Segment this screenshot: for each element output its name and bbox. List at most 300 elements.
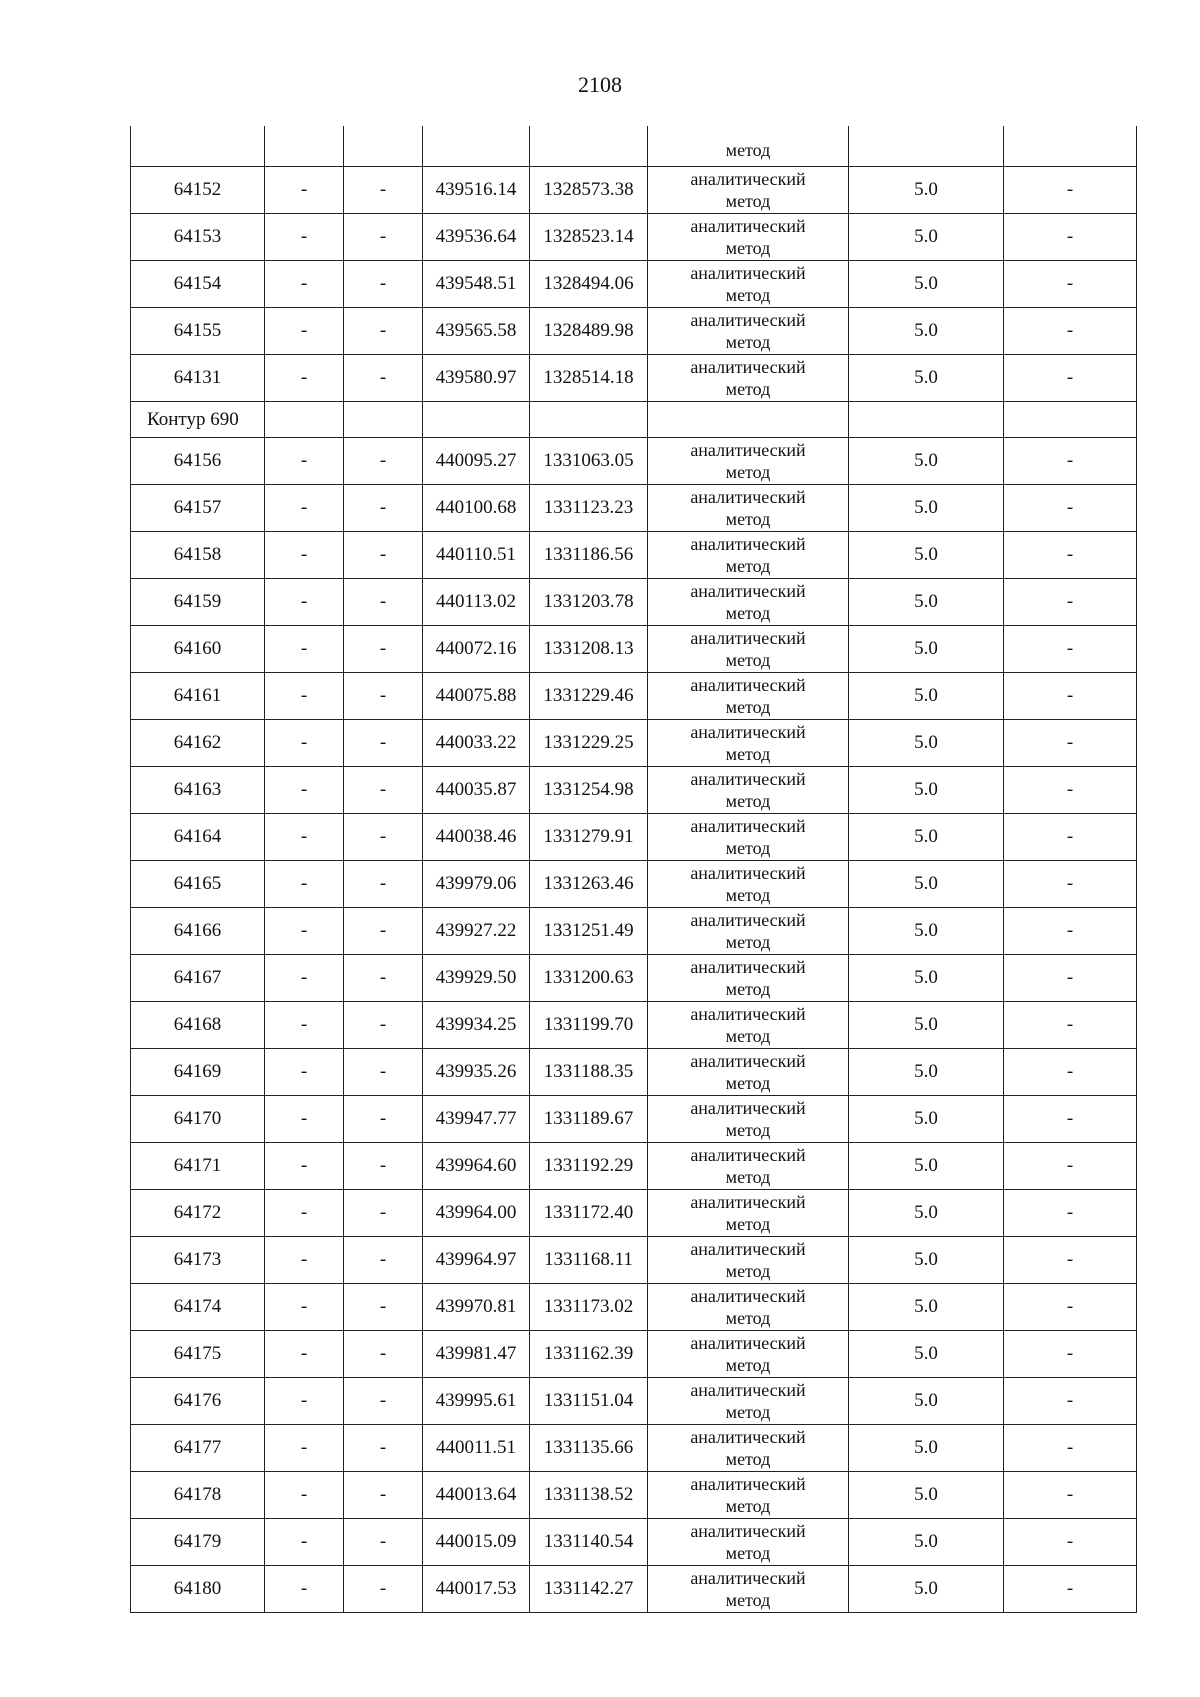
cell-col2: - xyxy=(265,1331,344,1378)
cell-col8: - xyxy=(1004,814,1137,861)
cell-id: 64178 xyxy=(131,1472,265,1519)
cell-id: 64165 xyxy=(131,861,265,908)
cell-col8: - xyxy=(1004,1096,1137,1143)
method-line-1: аналитический xyxy=(690,169,806,189)
cell-col3: - xyxy=(344,814,423,861)
method-line-1: аналитический xyxy=(690,1380,806,1400)
method-line-1: аналитический xyxy=(690,1098,806,1118)
cell-col3: - xyxy=(344,214,423,261)
cell-col8: - xyxy=(1004,955,1137,1002)
cell-col3: - xyxy=(344,438,423,485)
table-row xyxy=(131,1096,1137,1143)
cell-col8: - xyxy=(1004,261,1137,308)
method-line-2: метод xyxy=(725,791,771,811)
cell-col2: - xyxy=(265,626,344,673)
cell-accuracy: 5.0 xyxy=(849,438,1004,485)
cell-y: 1331173.02 xyxy=(530,1284,648,1331)
cell-id: 64166 xyxy=(131,908,265,955)
cell-id: 64159 xyxy=(131,579,265,626)
cell-col2 xyxy=(265,402,344,438)
cell-col2: - xyxy=(265,908,344,955)
cell-method xyxy=(648,579,849,626)
table-row xyxy=(131,955,1137,1002)
cell-col2: - xyxy=(265,1143,344,1190)
cell-y: 1331188.35 xyxy=(530,1049,648,1096)
cell-id: 64172 xyxy=(131,1190,265,1237)
method-line-2: метод xyxy=(725,556,771,576)
method-line-2: метод xyxy=(725,650,771,670)
cell-col3: - xyxy=(344,261,423,308)
cell-col8: - xyxy=(1004,1519,1137,1566)
cell-col3: - xyxy=(344,720,423,767)
cell-col8: - xyxy=(1004,485,1137,532)
cell-col3: - xyxy=(344,355,423,402)
table-row xyxy=(131,1378,1137,1425)
cell-col2: - xyxy=(265,1049,344,1096)
contour-row xyxy=(131,402,1137,438)
cell-accuracy: 5.0 xyxy=(849,1002,1004,1049)
method-line-1: аналитический xyxy=(690,440,806,460)
cell-id: 64169 xyxy=(131,1049,265,1096)
cell-col8 xyxy=(1004,402,1137,438)
cell-method xyxy=(648,908,849,955)
cell-method xyxy=(648,308,849,355)
cell-method xyxy=(648,626,849,673)
cell-col2: - xyxy=(265,1425,344,1472)
cell-method xyxy=(648,485,849,532)
cell-accuracy: 5.0 xyxy=(849,720,1004,767)
method-line-2: метод xyxy=(725,285,771,305)
cell-col3: - xyxy=(344,1284,423,1331)
cell-y: 1328489.98 xyxy=(530,308,648,355)
cell-x: 439964.60 xyxy=(423,1143,530,1190)
cell-col3: - xyxy=(344,673,423,720)
table-row xyxy=(131,308,1137,355)
method-line-1: аналитический xyxy=(690,1239,806,1259)
cell-x: 439935.26 xyxy=(423,1049,530,1096)
cell-col8: - xyxy=(1004,1237,1137,1284)
cell-y: 1331229.46 xyxy=(530,673,648,720)
cell-col3: - xyxy=(344,908,423,955)
table-row xyxy=(131,1519,1137,1566)
method-line-2: метод xyxy=(725,744,771,764)
cell-col8: - xyxy=(1004,1002,1137,1049)
cell-col3: - xyxy=(344,532,423,579)
method-line-1: аналитический xyxy=(690,487,806,507)
method-line-1: аналитический xyxy=(690,1192,806,1212)
cell-accuracy: 5.0 xyxy=(849,861,1004,908)
cell-accuracy: 5.0 xyxy=(849,214,1004,261)
cell-x: 439995.61 xyxy=(423,1378,530,1425)
cell-x: 439981.47 xyxy=(423,1331,530,1378)
table-row xyxy=(131,1331,1137,1378)
cell-id: 64179 xyxy=(131,1519,265,1566)
cell-accuracy: 5.0 xyxy=(849,1566,1004,1613)
cell-y: 1331189.67 xyxy=(530,1096,648,1143)
cell-col3: - xyxy=(344,1143,423,1190)
table-row xyxy=(131,355,1137,402)
cell-y: 1331254.98 xyxy=(530,767,648,814)
cell-x xyxy=(423,402,530,438)
table-row xyxy=(131,1425,1137,1472)
cell-method xyxy=(648,1519,849,1566)
cell-col8: - xyxy=(1004,438,1137,485)
cell-x: 440113.02 xyxy=(423,579,530,626)
cell-x: 440015.09 xyxy=(423,1519,530,1566)
cell-id: 64177 xyxy=(131,1425,265,1472)
cell-col3: - xyxy=(344,1472,423,1519)
cell-col8: - xyxy=(1004,1049,1137,1096)
cell-accuracy: 5.0 xyxy=(849,814,1004,861)
cell-id: 64157 xyxy=(131,485,265,532)
cell-id: 64168 xyxy=(131,1002,265,1049)
method-line-2: метод xyxy=(725,1355,771,1375)
cell-col2: - xyxy=(265,720,344,767)
cell-method xyxy=(648,1472,849,1519)
cell-x: 439947.77 xyxy=(423,1096,530,1143)
cell-accuracy: 5.0 xyxy=(849,308,1004,355)
cell-accuracy xyxy=(849,402,1004,438)
cell-y: 1331168.11 xyxy=(530,1237,648,1284)
cell-accuracy: 5.0 xyxy=(849,355,1004,402)
cell-accuracy: 5.0 xyxy=(849,579,1004,626)
cell-x: 439536.64 xyxy=(423,214,530,261)
cell-col8: - xyxy=(1004,908,1137,955)
table-row xyxy=(131,167,1137,214)
cell-id: 64175 xyxy=(131,1331,265,1378)
cell-method xyxy=(648,720,849,767)
cell-col3: - xyxy=(344,1190,423,1237)
cell-id: 64176 xyxy=(131,1378,265,1425)
cell-accuracy: 5.0 xyxy=(849,1425,1004,1472)
cell-id: 64180 xyxy=(131,1566,265,1613)
cell-method xyxy=(648,532,849,579)
cell-col8: - xyxy=(1004,1284,1137,1331)
cell-id: 64162 xyxy=(131,720,265,767)
cell-accuracy: 5.0 xyxy=(849,1143,1004,1190)
cell-y: 1331123.23 xyxy=(530,485,648,532)
cell-col8: - xyxy=(1004,1425,1137,1472)
cell-x: 440033.22 xyxy=(423,720,530,767)
cell-accuracy: 5.0 xyxy=(849,767,1004,814)
cell-col2: - xyxy=(265,955,344,1002)
table-row xyxy=(131,1049,1137,1096)
cell-col8: - xyxy=(1004,1331,1137,1378)
table-row xyxy=(131,1190,1137,1237)
method-line-2: метод xyxy=(725,603,771,623)
cell-x: 440110.51 xyxy=(423,532,530,579)
method-line-1: аналитический xyxy=(690,1427,806,1447)
cell-col3: - xyxy=(344,1096,423,1143)
method-line-2: метод xyxy=(725,1120,771,1140)
cell-method xyxy=(648,214,849,261)
cell-accuracy: 5.0 xyxy=(849,485,1004,532)
cell-y: 1331172.40 xyxy=(530,1190,648,1237)
cell-x: 440017.53 xyxy=(423,1566,530,1613)
cell-method xyxy=(648,1566,849,1613)
cell-col8: - xyxy=(1004,1143,1137,1190)
cell-col2: - xyxy=(265,438,344,485)
cell-y: 1328523.14 xyxy=(530,214,648,261)
cell-col3: - xyxy=(344,1519,423,1566)
method-line-2: метод xyxy=(725,1590,771,1610)
cell-method xyxy=(648,355,849,402)
cell-col8: - xyxy=(1004,626,1137,673)
cell-method xyxy=(648,438,849,485)
cell-accuracy: 5.0 xyxy=(849,167,1004,214)
method-line-1: аналитический xyxy=(690,263,806,283)
cell-method xyxy=(648,1096,849,1143)
cell-col2: - xyxy=(265,673,344,720)
cell-method xyxy=(648,767,849,814)
cell-accuracy: 5.0 xyxy=(849,955,1004,1002)
method-line-1: аналитический xyxy=(690,722,806,742)
method-line-2: метод xyxy=(725,1026,771,1046)
cell-accuracy: 5.0 xyxy=(849,626,1004,673)
method-line-1: аналитический xyxy=(690,628,806,648)
cell-accuracy: 5.0 xyxy=(849,1049,1004,1096)
cell-col2: - xyxy=(265,1002,344,1049)
cell-col2: - xyxy=(265,308,344,355)
method-line-1: аналитический xyxy=(690,216,806,236)
table-row xyxy=(131,1284,1137,1331)
cell-method xyxy=(648,1378,849,1425)
cell-x: 439979.06 xyxy=(423,861,530,908)
cell-x: 439934.25 xyxy=(423,1002,530,1049)
cell-method xyxy=(648,955,849,1002)
cell-y: 1331151.04 xyxy=(530,1378,648,1425)
cell-y: 1331192.29 xyxy=(530,1143,648,1190)
cell-x: 439580.97 xyxy=(423,355,530,402)
cell-y: 1331208.13 xyxy=(530,626,648,673)
cell-x: 440013.64 xyxy=(423,1472,530,1519)
method-line-2: метод xyxy=(725,1449,771,1469)
table-row xyxy=(131,579,1137,626)
cell-y: 1328514.18 xyxy=(530,355,648,402)
cell-col2: - xyxy=(265,1096,344,1143)
cell-col2: - xyxy=(265,1519,344,1566)
method-line-1: аналитический xyxy=(690,1004,806,1024)
cell-col3: - xyxy=(344,308,423,355)
cell-col2: - xyxy=(265,1237,344,1284)
cell-x: 440100.68 xyxy=(423,485,530,532)
cell-id: 64160 xyxy=(131,626,265,673)
cell-method xyxy=(648,261,849,308)
cell-id: 64153 xyxy=(131,214,265,261)
cell-col8: - xyxy=(1004,308,1137,355)
method-line-2: метод xyxy=(725,885,771,905)
cell-method xyxy=(648,673,849,720)
method-line-1: аналитический xyxy=(690,1333,806,1353)
method-line-2: метод xyxy=(725,1543,771,1563)
cell-method xyxy=(648,402,849,438)
method-line-2: метод xyxy=(725,979,771,999)
table-row xyxy=(131,438,1137,485)
cell-y: 1331199.70 xyxy=(530,1002,648,1049)
cell-method xyxy=(648,1190,849,1237)
cell-y xyxy=(530,402,648,438)
cell-y: 1331203.78 xyxy=(530,579,648,626)
table-row xyxy=(131,1566,1137,1613)
cell-accuracy: 5.0 xyxy=(849,1519,1004,1566)
cell-id: 64158 xyxy=(131,532,265,579)
table-row xyxy=(131,485,1137,532)
cell-col8: - xyxy=(1004,214,1137,261)
cell-col8: - xyxy=(1004,1472,1137,1519)
cell-col8: - xyxy=(1004,532,1137,579)
cell-method xyxy=(648,1143,849,1190)
cell-x: 439970.81 xyxy=(423,1284,530,1331)
cell-method xyxy=(648,1331,849,1378)
cell-col3: - xyxy=(344,485,423,532)
cell-col2: - xyxy=(265,214,344,261)
cell-accuracy: 5.0 xyxy=(849,1096,1004,1143)
method-line-1: аналитический xyxy=(690,1286,806,1306)
cell-accuracy: 5.0 xyxy=(849,1331,1004,1378)
cell-col3 xyxy=(344,126,423,167)
cell-col3: - xyxy=(344,955,423,1002)
method-line-2: метод xyxy=(725,332,771,352)
cell-id: 64163 xyxy=(131,767,265,814)
cell-accuracy: 5.0 xyxy=(849,532,1004,579)
method-line-2: метод xyxy=(725,509,771,529)
cell-col2: - xyxy=(265,1284,344,1331)
cell-y: 1331229.25 xyxy=(530,720,648,767)
cell-col3: - xyxy=(344,167,423,214)
cell-col2: - xyxy=(265,1190,344,1237)
cell-id: 64171 xyxy=(131,1143,265,1190)
cell-id: 64131 xyxy=(131,355,265,402)
cell-col8 xyxy=(1004,126,1137,167)
method-line-2: метод xyxy=(725,697,771,717)
method-line-2: метод xyxy=(725,379,771,399)
table-body xyxy=(131,126,1137,1613)
cell-col8: - xyxy=(1004,579,1137,626)
cell-method xyxy=(648,1425,849,1472)
cell-col8: - xyxy=(1004,1566,1137,1613)
cell-x: 439548.51 xyxy=(423,261,530,308)
table-row xyxy=(131,1237,1137,1284)
cell-col3: - xyxy=(344,1002,423,1049)
cell-method xyxy=(648,1049,849,1096)
cell-accuracy: 5.0 xyxy=(849,1190,1004,1237)
cell-col8: - xyxy=(1004,1378,1137,1425)
cell-x: 439964.00 xyxy=(423,1190,530,1237)
table-row xyxy=(131,261,1137,308)
method-line-2: метод xyxy=(725,1214,771,1234)
contour-label: Контур 690 xyxy=(131,402,265,438)
cell-method xyxy=(648,1002,849,1049)
cell-id: 64156 xyxy=(131,438,265,485)
cell-col3: - xyxy=(344,1378,423,1425)
cell-id: 64173 xyxy=(131,1237,265,1284)
table-row xyxy=(131,626,1137,673)
method-line-1: аналитический xyxy=(690,675,806,695)
cell-y: 1331142.27 xyxy=(530,1566,648,1613)
method-line-1: аналитический xyxy=(690,816,806,836)
cell-x: 439929.50 xyxy=(423,955,530,1002)
cell-col8: - xyxy=(1004,355,1137,402)
cell-col2: - xyxy=(265,261,344,308)
method-line-1: аналитический xyxy=(690,863,806,883)
cell-x: 439565.58 xyxy=(423,308,530,355)
cell-accuracy: 5.0 xyxy=(849,1378,1004,1425)
table-row xyxy=(131,532,1137,579)
cell-col2: - xyxy=(265,1472,344,1519)
method-line-2: метод xyxy=(725,1402,771,1422)
cell-y: 1331138.52 xyxy=(530,1472,648,1519)
method-line-1: аналитический xyxy=(690,1521,806,1541)
cell-col2: - xyxy=(265,814,344,861)
table-row xyxy=(131,767,1137,814)
method-line-1: аналитический xyxy=(690,1474,806,1494)
table-row xyxy=(131,214,1137,261)
cell-col2: - xyxy=(265,579,344,626)
cell-id: 64161 xyxy=(131,673,265,720)
cell-y: 1331186.56 xyxy=(530,532,648,579)
cell-col2: - xyxy=(265,167,344,214)
table-row xyxy=(131,673,1137,720)
cell-id: 64154 xyxy=(131,261,265,308)
cell-x: 439516.14 xyxy=(423,167,530,214)
method-line-1: аналитический xyxy=(690,310,806,330)
cell-y: 1331200.63 xyxy=(530,955,648,1002)
method-line-1: аналитический xyxy=(690,534,806,554)
cell-col2 xyxy=(265,126,344,167)
cell-id: 64170 xyxy=(131,1096,265,1143)
table-row xyxy=(131,1002,1137,1049)
cell-col8: - xyxy=(1004,673,1137,720)
cell-x: 440035.87 xyxy=(423,767,530,814)
method-line-2: метод xyxy=(725,932,771,952)
cell-y: 1328494.06 xyxy=(530,261,648,308)
cell-y: 1331251.49 xyxy=(530,908,648,955)
cell-col2: - xyxy=(265,767,344,814)
coordinates-table xyxy=(130,126,1137,1613)
cell-accuracy xyxy=(849,126,1004,167)
method-line-1: аналитический xyxy=(690,1145,806,1165)
cell-col2: - xyxy=(265,1378,344,1425)
cell-col3: - xyxy=(344,626,423,673)
cell-col8: - xyxy=(1004,1190,1137,1237)
method-line-2: метод xyxy=(725,238,771,258)
cell-y: 1331140.54 xyxy=(530,1519,648,1566)
cell-col2: - xyxy=(265,1566,344,1613)
cell-x: 439927.22 xyxy=(423,908,530,955)
cell-col3: - xyxy=(344,767,423,814)
cell-method xyxy=(648,814,849,861)
method-line-2: метод xyxy=(725,1073,771,1093)
cell-method xyxy=(648,861,849,908)
method-line-2: метод xyxy=(725,1496,771,1516)
table-row xyxy=(131,908,1137,955)
cell-accuracy: 5.0 xyxy=(849,1284,1004,1331)
cell-x: 440095.27 xyxy=(423,438,530,485)
table-row xyxy=(131,1472,1137,1519)
method-line-2: метод xyxy=(725,1308,771,1328)
cell-y xyxy=(530,126,648,167)
cell-x: 440072.16 xyxy=(423,626,530,673)
table-row xyxy=(131,720,1137,767)
method-line-2: метод xyxy=(725,191,771,211)
cell-method xyxy=(648,167,849,214)
cell-col3 xyxy=(344,402,423,438)
table-row xyxy=(131,861,1137,908)
cell-accuracy: 5.0 xyxy=(849,1237,1004,1284)
cell-col3: - xyxy=(344,1331,423,1378)
cell-y: 1328573.38 xyxy=(530,167,648,214)
method-line-2: метод xyxy=(725,838,771,858)
